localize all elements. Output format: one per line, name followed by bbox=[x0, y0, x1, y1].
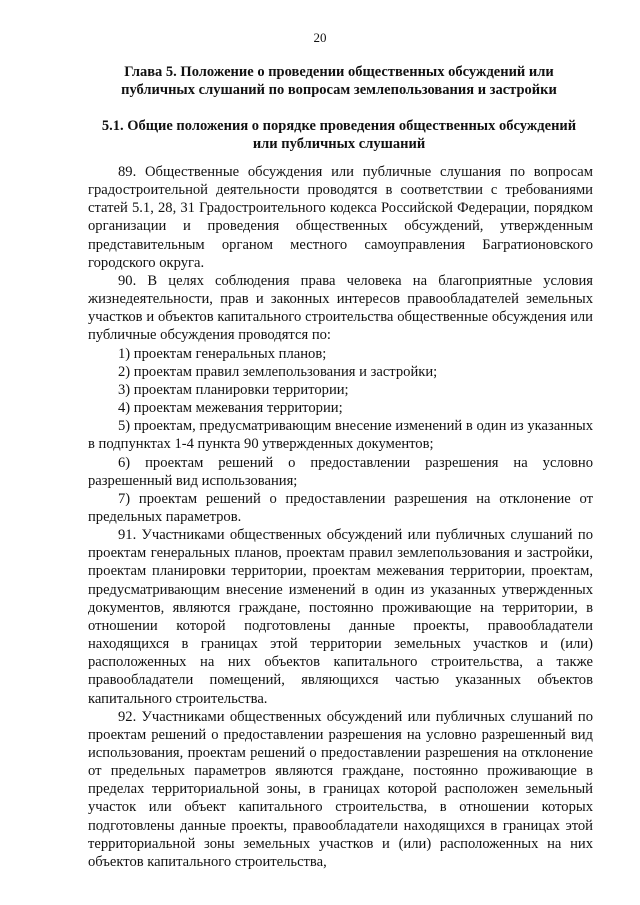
list-item-3: 3) проектам планировки территории; bbox=[118, 381, 349, 398]
page-number: 20 bbox=[313, 30, 327, 45]
list-item-6: 6) проектам решений о предоставлении разрешения на условно разрешенный вид использования; bbox=[88, 454, 593, 489]
list-item-1: 1) проектам генеральных планов; bbox=[118, 345, 327, 362]
paragraph-92: 92. Участниками общественных обсуждений или публичных слушаний по проектам решений о предоставлении разрешения на условно разрешенный вид использования, проектам решений о предоставлении разрешения на отклонение от предельных параметров являются граждане, постоянно проживающие в пределах территориальной зоны, в границах которой расположен земельный участок или объект капитального строительства, в отношении которых подготовлены данные проекты, правообладатели находящихся в границах этой территориальной зоны земельных участков и (или) расположенных на них объектов капитального строительства, bbox=[88, 708, 593, 870]
document-body bbox=[88, 163, 593, 871]
paragraph-90: 90. В целях соблюдения права человека на благоприятные условия жизнедеятельности, прав и законных интересов правообладателей земельных участков и объектов капитального строительства общественные обсуждения или публичные обсуждения проводятся по: bbox=[88, 272, 593, 344]
chapter-title: Глава 5. Положение о проведении общественных обсуждений или публичных слушаний по вопросам землепользования и застройки bbox=[121, 64, 557, 98]
list-item-7: 7) проектам решений о предоставлении разрешения на отклонение от предельных параметров. bbox=[88, 490, 593, 525]
list-item-5: 5) проектам, предусматривающим внесение изменений в один из указанных в подпунктах 1-4 пункта 90 утвержденных документов; bbox=[88, 418, 593, 453]
paragraph-91: 91. Участниками общественных обсуждений или публичных слушаний по проектам генеральных планов, проектам правил землепользования и застройки, проектам планировки территории, проектам межевания территории, проектам, предусматривающим внесение изменений в один из указанных утвержденных документов, являются граждане, постоянно проживающие на территории, в отношении которой подготовлены данные проекты, правообладатели находящихся в границах этой территории земельных участков и (или) расположенных на них объектов капитального строительства, а также правообладатели помещений, являющихся частью указанных объектов капитального строительства. bbox=[88, 527, 593, 707]
paragraph-89: 89. Общественные обсуждения или публичные слушания по вопросам градостроительной деятельности проводятся в соответствии с требованиями статей 5.1, 28, 31 Градостроительного кодекса Российской Федерации, порядком организации и проведения общественных обсуждений, утвержденным представительным органом местного самоуправления Багратионовского городского округа. bbox=[88, 164, 593, 271]
list-item-2: 2) проектам правил землепользования и застройки; bbox=[118, 363, 438, 380]
section-title: 5.1. Общие положения о порядке проведения общественных обсуждений или публичных слушаний bbox=[101, 118, 577, 152]
list-item-4: 4) проектам межевания территории; bbox=[118, 400, 343, 417]
